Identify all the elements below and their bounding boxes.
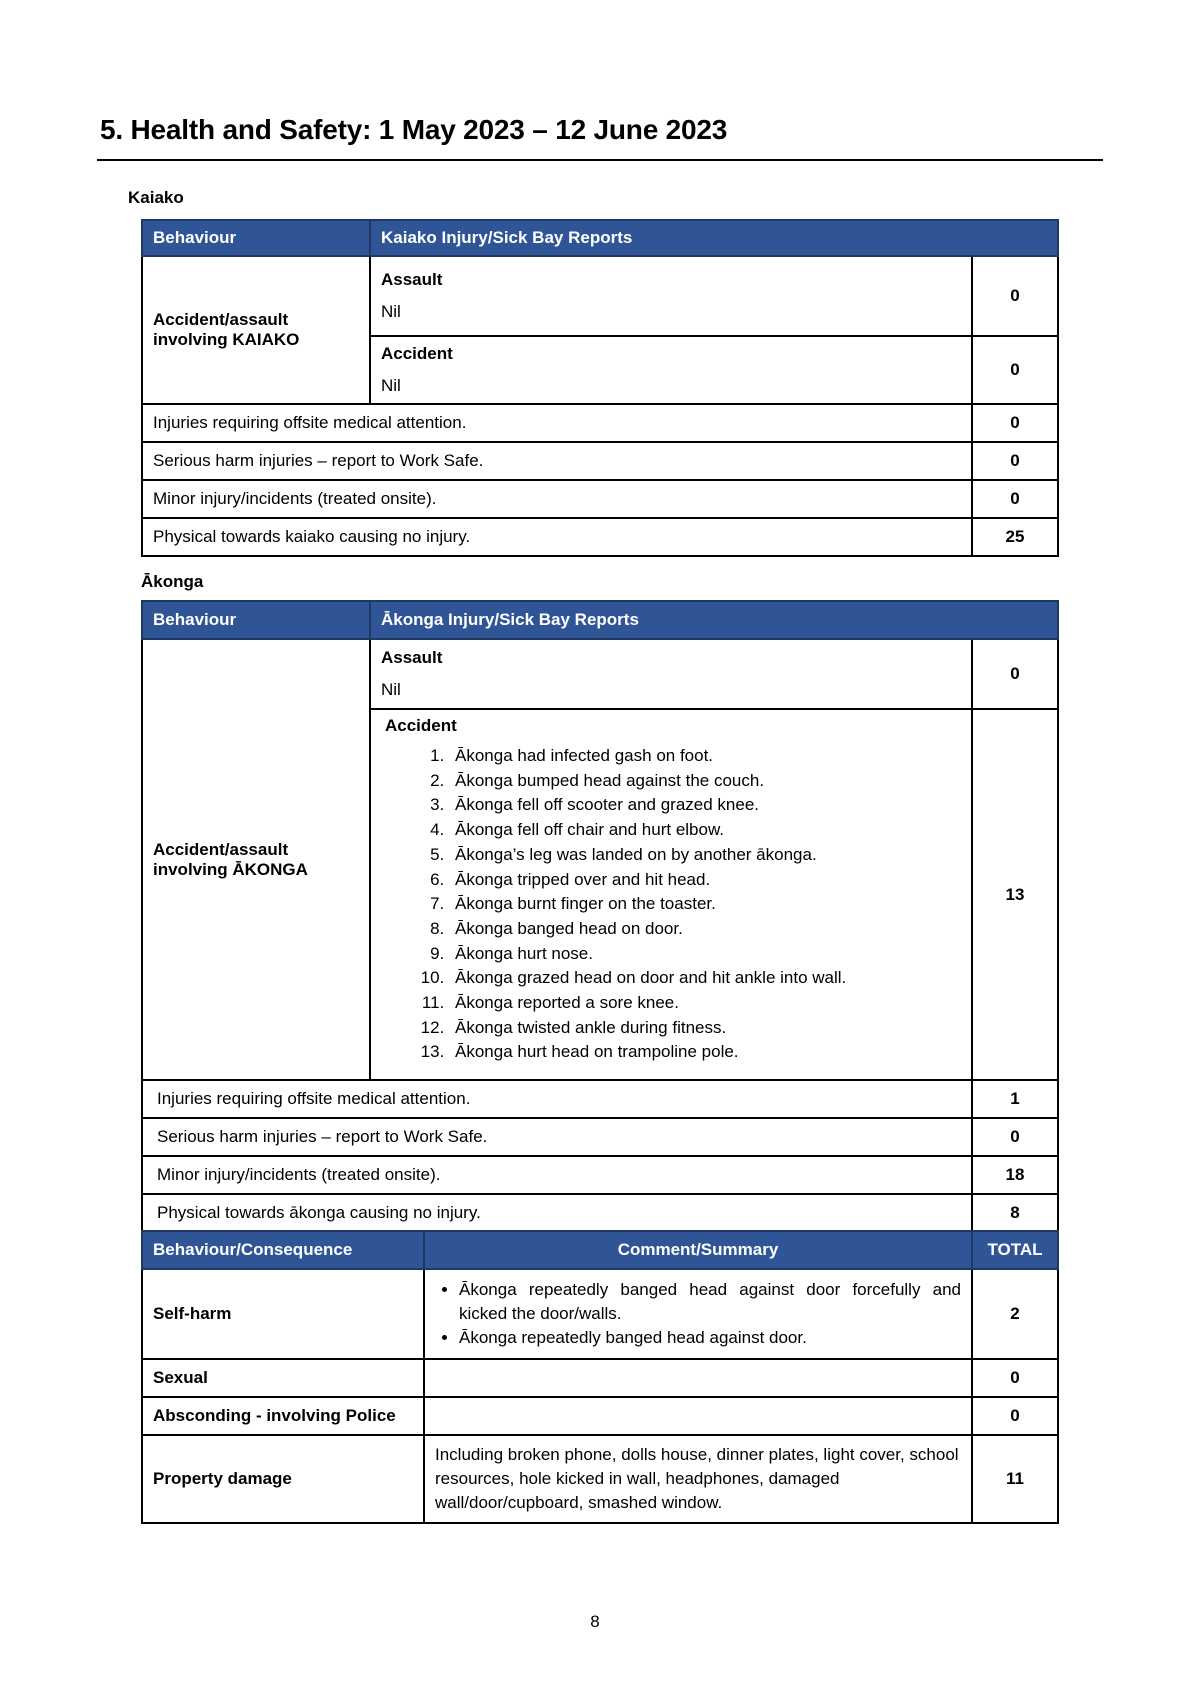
akonga-accident-cell: [370, 709, 972, 1080]
kaiako-accident-count: 0: [972, 336, 1058, 404]
akonga-row-count: 18: [972, 1156, 1058, 1194]
list-item: • Ākonga repeatedly banged head against door.: [459, 1326, 961, 1350]
self-harm-bullets: [435, 1278, 961, 1350]
table-row: [142, 1397, 1058, 1435]
list-item: 3. Ākonga fell off scooter and grazed knee.: [449, 793, 957, 818]
list-item: 5. Ākonga’s leg was landed on by another ākonga.: [449, 843, 957, 868]
table-row: [142, 404, 1058, 442]
kaiako-col-behaviour: Behaviour: [142, 220, 370, 256]
list-item: 2. Ākonga bumped head against the couch.: [449, 769, 957, 794]
table-row: [142, 1194, 1058, 1232]
list-item: 4. Ākonga fell off chair and hurt elbow.: [449, 818, 957, 843]
akonga-group-label: Accident/assault involving ĀKONGA: [142, 639, 370, 1080]
kaiako-row-count: 25: [972, 518, 1058, 556]
akonga-row-count: 1: [972, 1080, 1058, 1118]
kaiako-table-header: [142, 220, 1058, 256]
akonga-accident-heading: Accident: [385, 716, 457, 735]
akonga-assault-count: 0: [972, 639, 1058, 709]
consequence-total: 2: [972, 1269, 1058, 1359]
kaiako-row-count: 0: [972, 480, 1058, 518]
consequence-table-header: [142, 1231, 1058, 1269]
consequence-label: Property damage: [142, 1435, 424, 1523]
list-item: 10. Ākonga grazed head on door and hit ankle into wall.: [449, 966, 957, 991]
kaiako-row-label: Serious harm injuries – report to Work Safe.: [142, 442, 972, 480]
kaiako-table: [141, 219, 1059, 557]
table-row: [142, 639, 1058, 709]
list-item: 8. Ākonga banged head on door.: [449, 917, 957, 942]
kaiako-assault-cell: [370, 256, 972, 336]
akonga-row-label: Injuries requiring offsite medical attention.: [142, 1080, 972, 1118]
akonga-assault-text: Nil: [381, 680, 401, 699]
list-item: 6. Ākonga tripped over and hit head.: [449, 868, 957, 893]
akonga-col-behaviour: Behaviour: [142, 601, 370, 639]
table-row: [142, 1269, 1058, 1359]
list-item: 9. Ākonga hurt nose.: [449, 942, 957, 967]
kaiako-row-label: Minor injury/incidents (treated onsite).: [142, 480, 972, 518]
list-item: 7. Ākonga burnt finger on the toaster.: [449, 892, 957, 917]
consequence-col-comment: Comment/Summary: [424, 1231, 972, 1269]
kaiako-assault-text: Nil: [381, 302, 401, 321]
akonga-col-reports: Ākonga Injury/Sick Bay Reports: [370, 601, 1058, 639]
kaiako-row-count: 0: [972, 404, 1058, 442]
table-row: [142, 480, 1058, 518]
kaiako-row-label: Injuries requiring offsite medical attention.: [142, 404, 972, 442]
page-number: 8: [590, 1612, 600, 1631]
consequence-label: Self-harm: [142, 1269, 424, 1359]
list-item: 13. Ākonga hurt head on trampoline pole.: [449, 1040, 957, 1065]
akonga-section-label: Ākonga: [141, 572, 204, 591]
akonga-row-label: Serious harm injuries – report to Work Safe.: [142, 1118, 972, 1156]
kaiako-section-label: Kaiako: [128, 188, 184, 207]
akonga-assault-heading: Assault: [381, 648, 443, 667]
consequence-comment: Including broken phone, dolls house, dinner plates, light cover, school resources, hole kicked in wall, headphones, damaged wall/door/cupboard, smashed window.: [424, 1435, 972, 1523]
table-row: [142, 1359, 1058, 1397]
page-title: 5. Health and Safety: 1 May 2023 – 12 June 2023: [100, 114, 728, 145]
akonga-accident-list: [385, 744, 957, 1065]
table-row: [142, 442, 1058, 480]
kaiako-accident-cell: [370, 336, 972, 404]
kaiako-accident-text: Nil: [381, 376, 401, 395]
consequence-label: Absconding - involving Police: [142, 1397, 424, 1435]
consequence-total: 0: [972, 1359, 1058, 1397]
consequence-comment: [424, 1397, 972, 1435]
consequence-comment: [424, 1269, 972, 1359]
akonga-row-count: 0: [972, 1118, 1058, 1156]
table-row: [142, 1435, 1058, 1523]
title-rule: [97, 159, 1103, 161]
akonga-table: [141, 600, 1059, 1233]
table-row: [142, 1156, 1058, 1194]
kaiako-col-reports: Kaiako Injury/Sick Bay Reports: [370, 220, 1058, 256]
kaiako-row-count: 0: [972, 442, 1058, 480]
list-item: 12. Ākonga twisted ankle during fitness.: [449, 1016, 957, 1041]
kaiako-assault-count: 0: [972, 256, 1058, 336]
akonga-row-label: Physical towards ākonga causing no injury.: [142, 1194, 972, 1232]
kaiako-group-label: Accident/assault involving KAIAKO: [142, 256, 370, 404]
table-row: [142, 1080, 1058, 1118]
akonga-row-count: 8: [972, 1194, 1058, 1232]
akonga-row-label: Minor injury/incidents (treated onsite).: [142, 1156, 972, 1194]
consequence-label: Sexual: [142, 1359, 424, 1397]
consequence-col-behaviour: Behaviour/Consequence: [142, 1231, 424, 1269]
consequence-comment: [424, 1359, 972, 1397]
list-item: 1. Ākonga had infected gash on foot.: [449, 744, 957, 769]
consequence-table: [141, 1230, 1059, 1524]
list-item: • Ākonga repeatedly banged head against door forcefully and kicked the door/walls.: [459, 1278, 961, 1326]
list-item: 11. Ākonga reported a sore knee.: [449, 991, 957, 1016]
table-row: [142, 518, 1058, 556]
consequence-col-total: TOTAL: [972, 1231, 1058, 1269]
table-row: [142, 1118, 1058, 1156]
kaiako-accident-heading: Accident: [381, 344, 453, 363]
kaiako-assault-heading: Assault: [381, 270, 443, 289]
consequence-total: 11: [972, 1435, 1058, 1523]
kaiako-row-label: Physical towards kaiako causing no injury.: [142, 518, 972, 556]
akonga-table-header: [142, 601, 1058, 639]
akonga-assault-cell: [370, 639, 972, 709]
consequence-total: 0: [972, 1397, 1058, 1435]
table-row: [142, 256, 1058, 336]
akonga-accident-count: 13: [972, 709, 1058, 1080]
